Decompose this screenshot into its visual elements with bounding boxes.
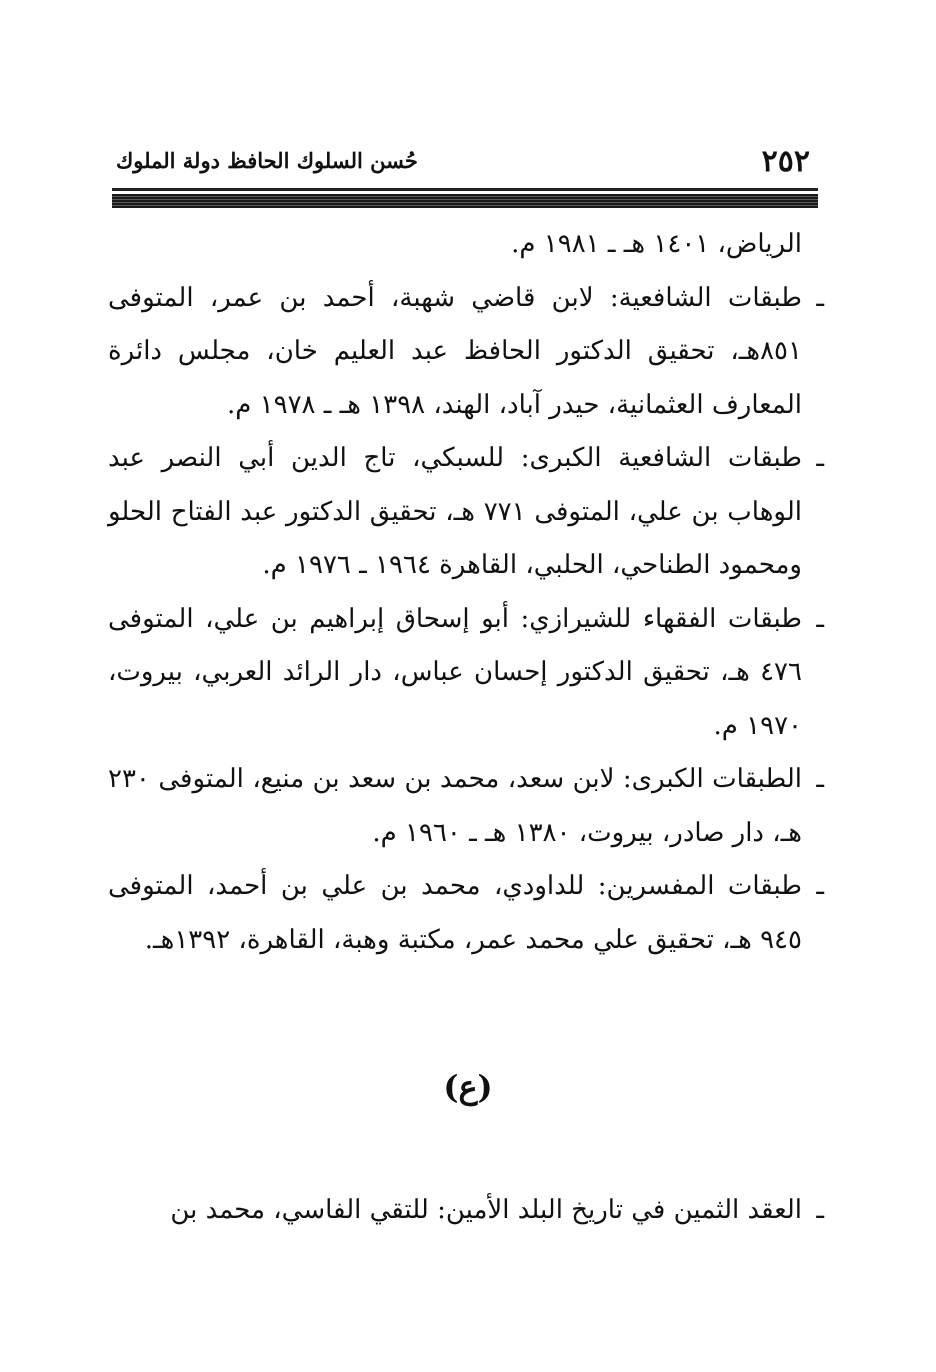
entry-dash: ـ bbox=[816, 443, 824, 473]
section-letter-heading: (ع) bbox=[443, 1068, 493, 1106]
bibliography-entry bbox=[108, 432, 824, 593]
page-number: ٢٥٢ bbox=[761, 144, 810, 179]
entry-dash: ـ bbox=[816, 1195, 824, 1225]
bibliography-list-continued bbox=[108, 1184, 824, 1238]
bibliography-entry bbox=[108, 860, 824, 967]
header-rule-thick bbox=[112, 194, 818, 208]
header-rule-thin bbox=[112, 188, 818, 191]
entry-dash: ـ bbox=[816, 282, 824, 313]
entry-dash: ـ bbox=[816, 603, 824, 634]
entry-text: طبقات الشافعية الكبرى: للسبكي، تاج الدين أبي النصر عبد الوهاب بن علي، المتوفى ٧٧١ هـ، تحقيق الدكتور عبد الفتاح الحلو ومحمود الطناحي، الحلبي، القاهرة ١٩٦٤ ـ ١٩٧٦ م. bbox=[108, 443, 802, 580]
entry-dash: ـ bbox=[816, 764, 824, 794]
entry-text: طبقات المفسرين: للداودي، محمد بن علي بن أحمد، المتوفى ٩٤٥ هـ، تحقيق علي محمد عمر، مكتبة وهبة، القاهرة، ١٣٩٢هـ. bbox=[108, 871, 802, 955]
entry-text: الرياض، ١٤٠١ هـ ـ ١٩٨١ م. bbox=[511, 229, 802, 259]
bibliography-entry bbox=[108, 218, 824, 272]
bibliography-list bbox=[108, 218, 824, 967]
entry-text: طبقات الشافعية: لابن قاضي شهبة، أحمد بن عمر، المتوفى ٨٥١هـ، تحقيق الدكتور الحافظ عبد العليم خان، مجلس دائرة المعارف العثمانية، حيدر آباد، الهند، ١٣٩٨ هـ ـ ١٩٧٨ م. bbox=[108, 282, 802, 420]
bibliography-entry bbox=[108, 753, 824, 860]
entry-text: طبقات الفقهاء للشيرازي: أبو إسحاق إبراهيم بن علي، المتوفى ٤٧٦ هـ، تحقيق الدكتور إحسان عباس، دار الرائد العربي، بيروت، ١٩٧٠ م. bbox=[108, 603, 802, 741]
page-header bbox=[112, 140, 818, 180]
bibliography-entry bbox=[108, 272, 824, 433]
entry-text: العقد الثمين في تاريخ البلد الأمين: للتقي الفاسي، محمد بن bbox=[170, 1195, 802, 1225]
running-title: حُسن السلوك الحافظ دولة الملوك bbox=[116, 148, 418, 173]
entry-dash: ـ bbox=[816, 871, 824, 901]
bibliography-entry bbox=[108, 593, 824, 754]
bibliography-entry bbox=[108, 1184, 824, 1238]
entry-text: الطبقات الكبرى: لابن سعد، محمد بن سعد بن منيع، المتوفى ٢٣٠ هـ، دار صادر، بيروت، ١٣٨٠ هـ ـ ١٩٦٠ م. bbox=[108, 764, 802, 848]
